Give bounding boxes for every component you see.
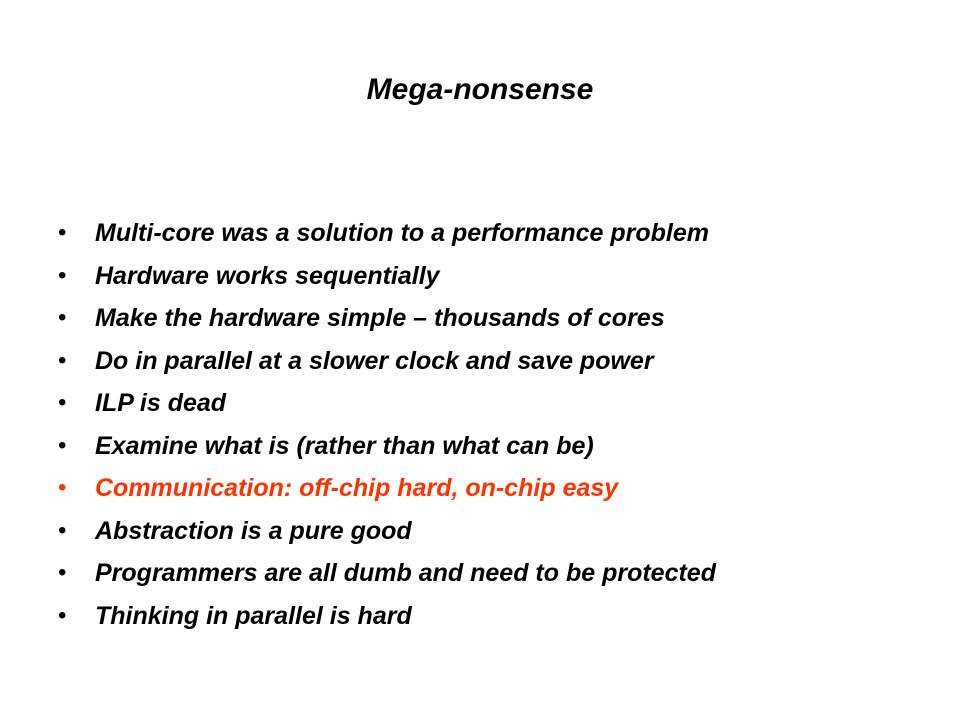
bullet-text: Hardware works sequentially — [95, 261, 440, 290]
bullet-icon: • — [58, 601, 67, 629]
bullet-text: Examine what is (rather than what can be) — [95, 431, 594, 460]
bullet-item — [58, 595, 938, 638]
bullet-icon: • — [58, 474, 67, 501]
bullet-icon: • — [58, 559, 67, 586]
bullet-item — [58, 382, 938, 425]
bullet-text: Make the hardware simple – thousands of cores — [95, 304, 665, 332]
bullet-icon: • — [58, 516, 67, 544]
bullet-item — [58, 255, 938, 298]
bullet-item-highlighted — [58, 467, 938, 510]
bullet-item — [58, 552, 938, 595]
bullet-text: Programmers are all dumb and need to be protected — [95, 559, 716, 587]
bullet-icon: • — [58, 261, 67, 289]
bullet-item — [58, 340, 938, 383]
bullet-item — [58, 510, 938, 553]
bullet-icon: • — [58, 346, 67, 374]
bullet-icon: • — [58, 431, 67, 459]
bullet-text: Do in parallel at a slower clock and save power — [95, 346, 654, 375]
bullet-text: ILP is dead — [95, 389, 227, 417]
bullet-text: Communication: off-chip hard, on-chip easy — [95, 474, 619, 502]
bullet-item — [58, 212, 938, 255]
bullet-icon: • — [58, 389, 67, 416]
bullet-item — [58, 297, 938, 340]
bullet-icon: • — [58, 304, 67, 331]
bullet-icon: • — [58, 219, 67, 246]
bullet-text: Thinking in parallel is hard — [95, 601, 412, 630]
bullet-text: Abstraction is a pure good — [95, 516, 412, 545]
slide-title: Mega-nonsense — [366, 73, 594, 106]
bullet-item — [58, 425, 938, 468]
bullet-list — [58, 212, 938, 637]
bullet-text: Multi-core was a solution to a performance problem — [95, 219, 709, 247]
